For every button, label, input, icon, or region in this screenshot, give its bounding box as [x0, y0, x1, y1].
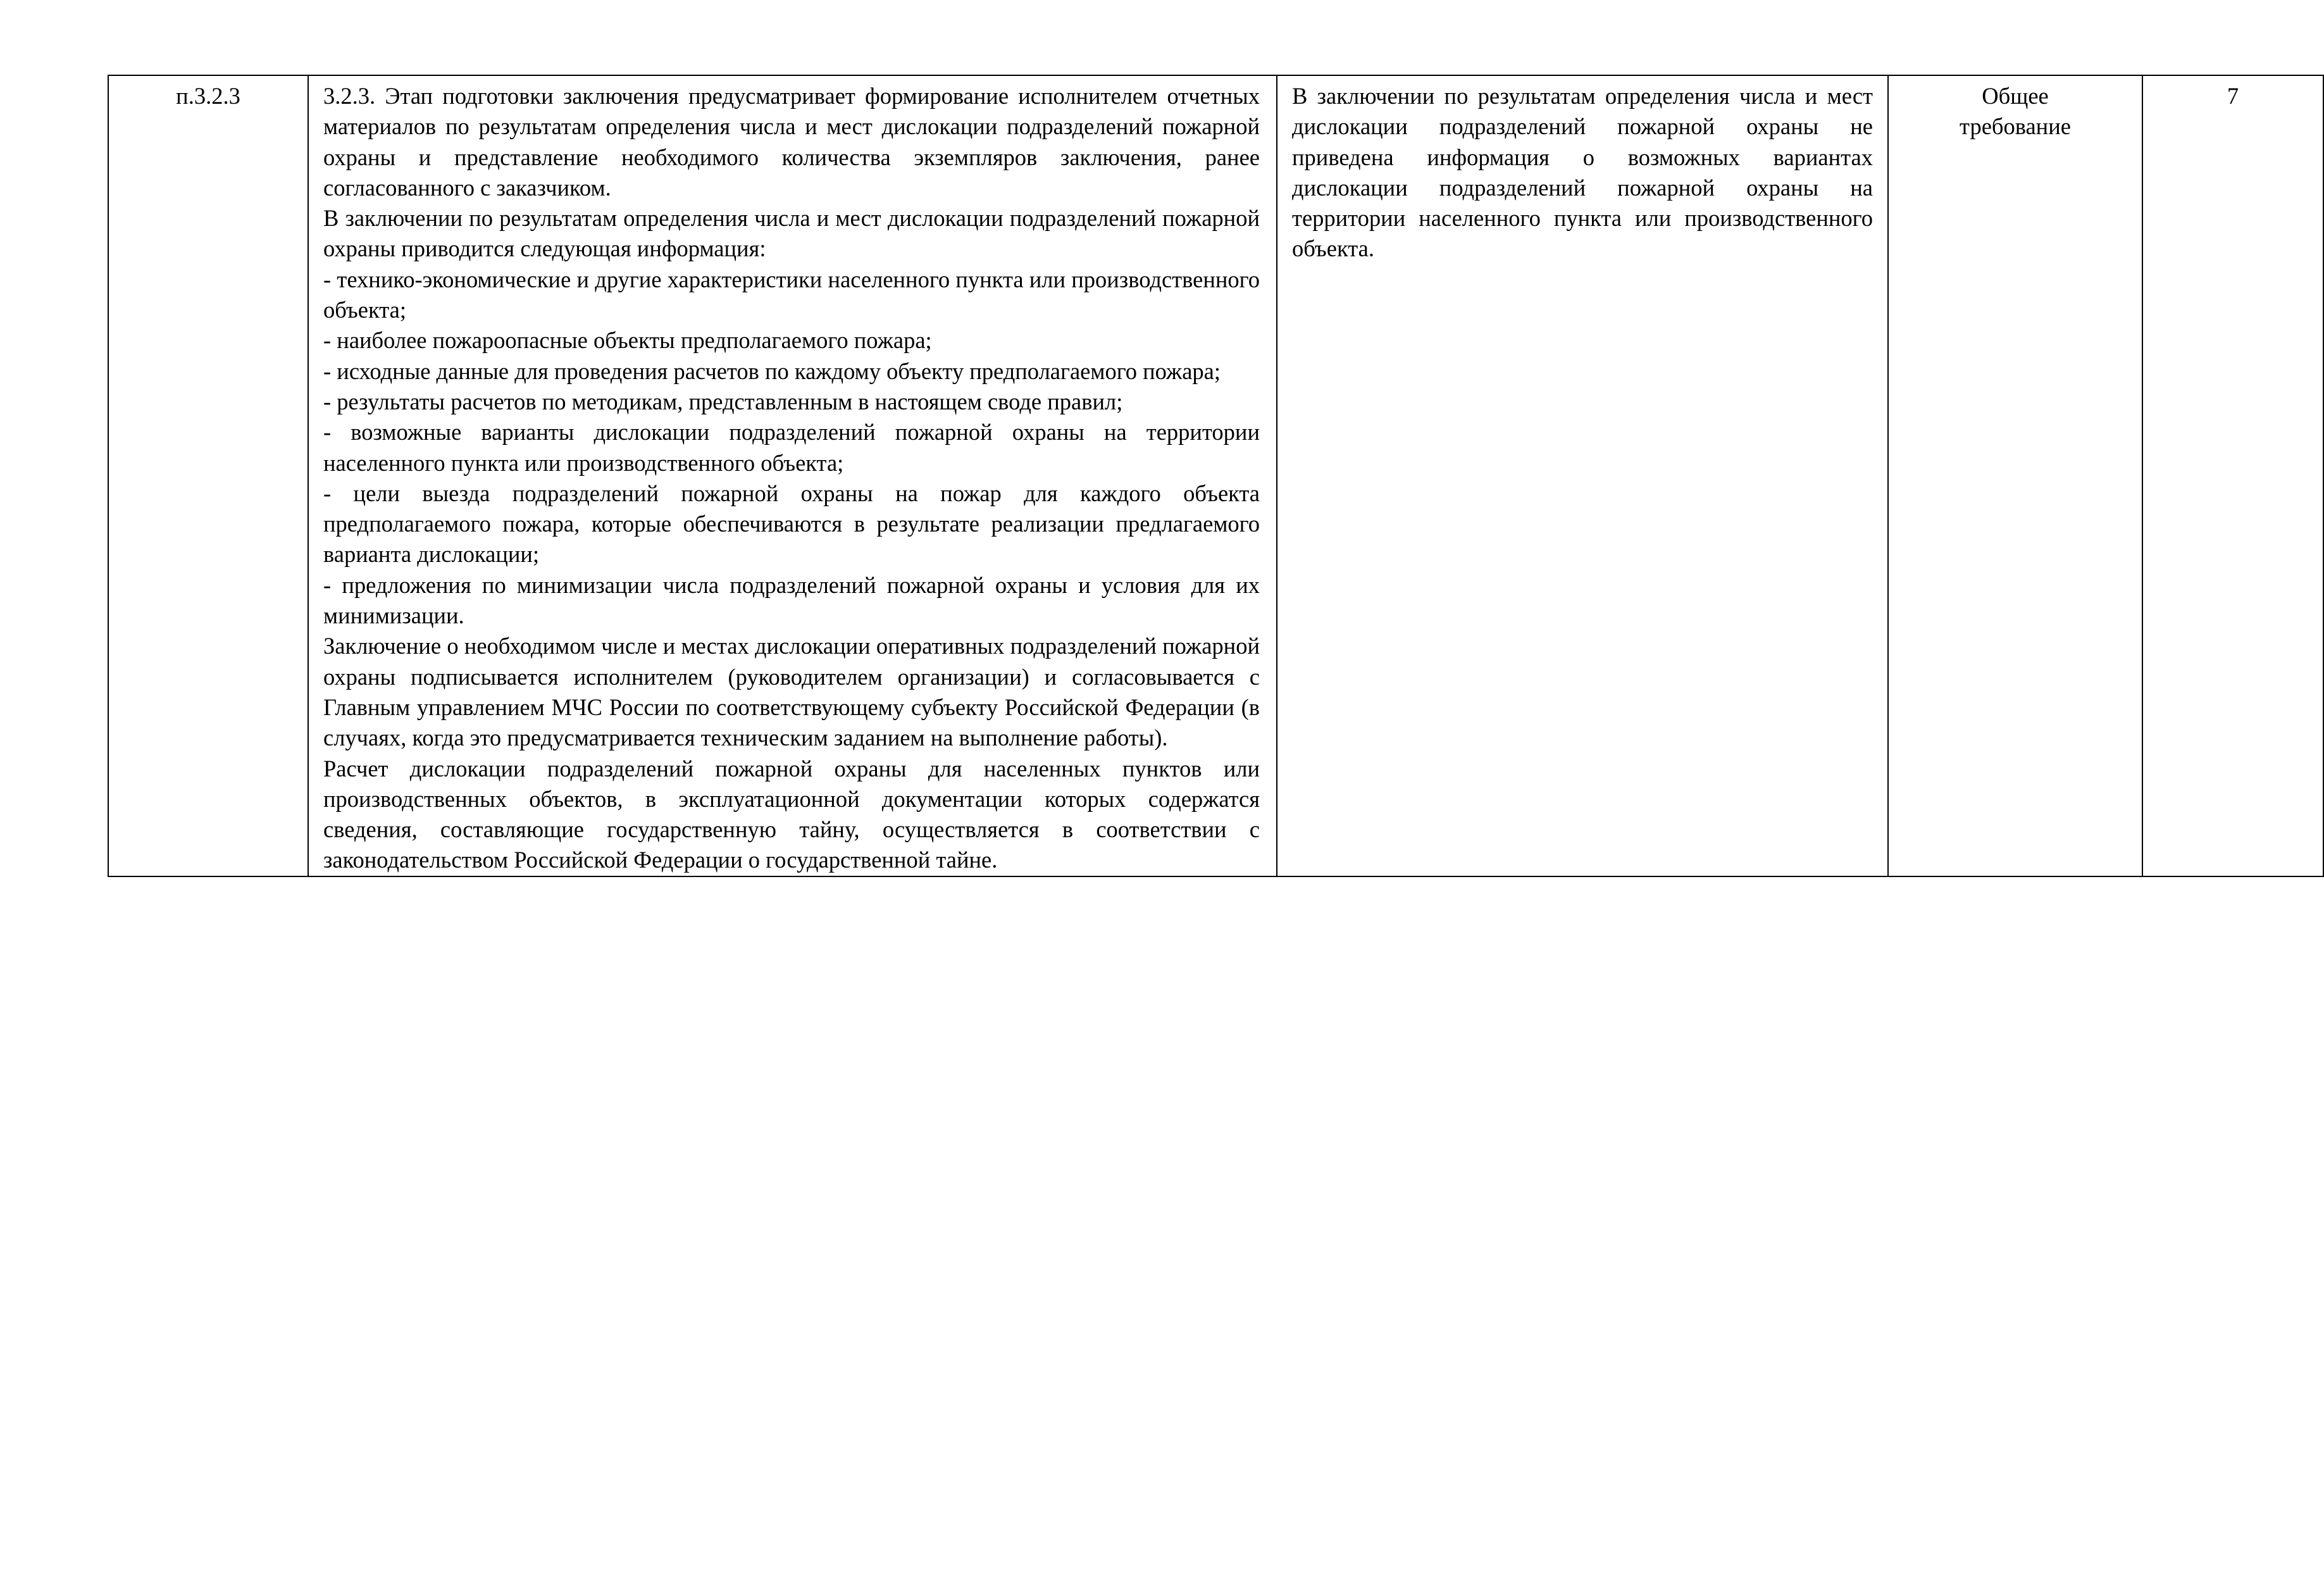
- clause-paragraph: В заключении по результатам определения числа и мест дислокации подразделений пожарной охраны приводится следующая информация:: [323, 205, 1260, 262]
- clause-list-item: - предложения по минимизации числа подразделений пожарной охраны и условия для их минимизации.: [323, 571, 1260, 629]
- table-row: [108, 75, 2323, 876]
- requirement-type-line2: требование: [1960, 113, 2071, 140]
- clause-text-cell: [308, 75, 1277, 876]
- item-number-cell: [2142, 75, 2323, 876]
- clause-list-item: - технико-экономические и другие характеристики населенного пункта или производственного объекта;: [323, 266, 1260, 323]
- clause-list-item: - результаты расчетов по методикам, представленным в настоящем своде правил;: [323, 388, 1123, 414]
- clause-paragraph: Расчет дислокации подразделений пожарной охраны для населенных пунктов или производственных объектов, в эксплуатационной документации которых содержатся сведения, составляющие государственную тайну, осуществляется в соответствии с законодательством Российской Федерации о государственной тайне.: [323, 755, 1260, 873]
- requirement-type-line1: Общее: [1982, 83, 2049, 109]
- clause-list-item: - цели выезда подразделений пожарной охраны на пожар для каждого объекта предполагаемого пожара, которые обеспечиваются в результате реализации предлагаемого варианта дислокации;: [323, 480, 1260, 568]
- clause-list-item: - наиболее пожароопасные объекты предполагаемого пожара;: [323, 327, 932, 354]
- requirement-type-cell: [1888, 75, 2142, 876]
- clause-reference-cell: [108, 75, 308, 876]
- requirements-table: [108, 75, 2324, 877]
- clause-list-item: - возможные варианты дислокации подразделений пожарной охраны на территории населенного пункта или производственного объекта;: [323, 419, 1260, 476]
- finding-cell: [1277, 75, 1888, 876]
- clause-paragraph: 3.2.3. Этап подготовки заключения предусматривает формирование исполнителем отчетных материалов по результатам определения числа и мест дислокации подразделений пожарной охраны и представление необходимого количества экземпляров заключения, ранее согласованного с заказчиком.: [323, 83, 1260, 201]
- finding-text: В заключении по результатам определения числа и мест дислокации подразделений пожарной охраны не приведена информация о возможных вариантах дислокации подразделений пожарной охраны на территории населенного пункта или производственного объекта.: [1292, 83, 1873, 262]
- item-number: 7: [2227, 83, 2239, 109]
- clause-reference: п.3.2.3: [176, 83, 240, 109]
- clause-list-item: - исходные данные для проведения расчетов по каждому объекту предполагаемого пожара;: [323, 358, 1221, 384]
- clause-paragraph: Заключение о необходимом числе и местах дислокации оперативных подразделений пожарной охраны подписывается исполнителем (руководителем организации) и согласовывается с Главным управлением МЧС России по соответствующему субъекту Российской Федерации (в случаях, когда это предусматривается техническим заданием на выполнение работы).: [323, 633, 1260, 751]
